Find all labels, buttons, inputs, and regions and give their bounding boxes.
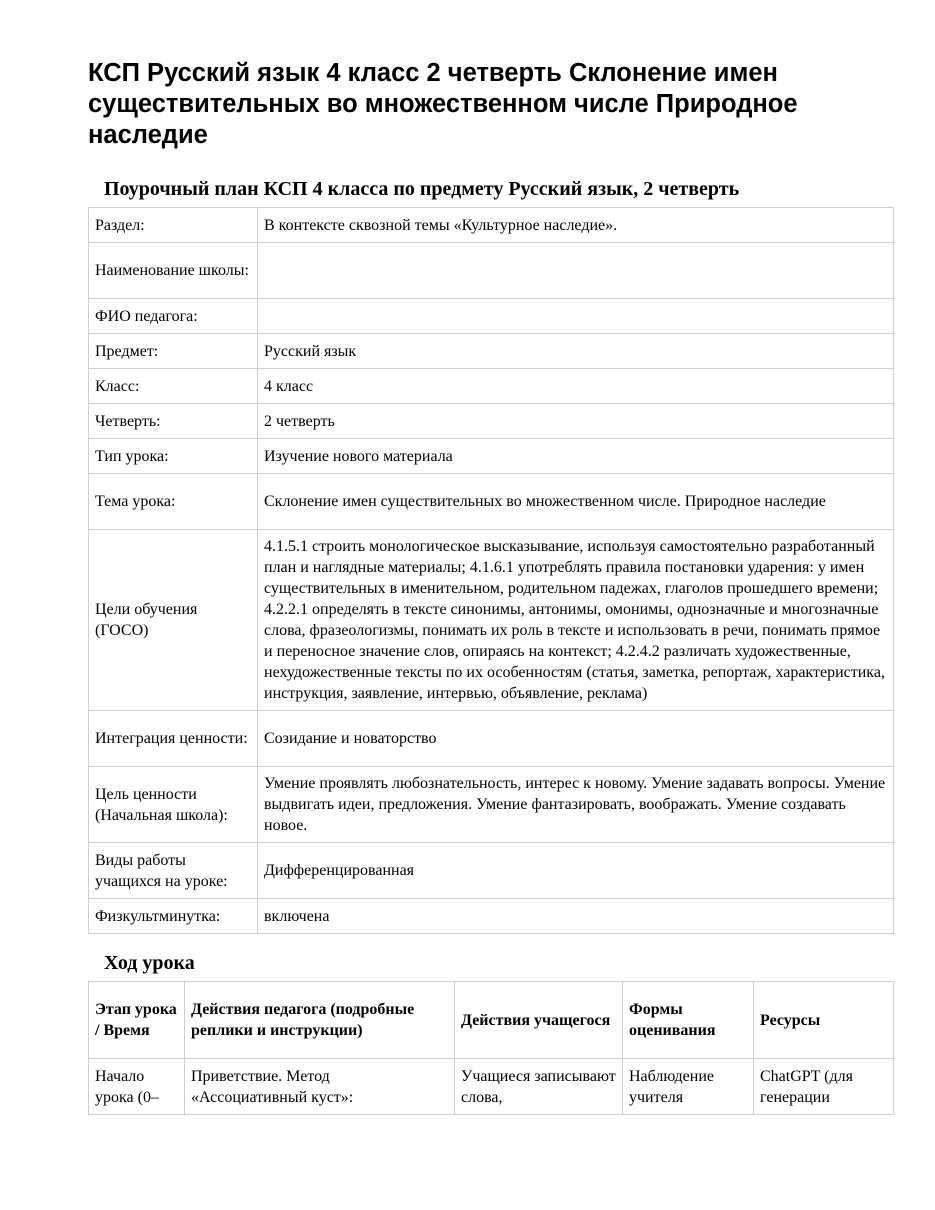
table-row: [89, 208, 894, 243]
info-value: включена: [258, 899, 894, 934]
info-label: Тип урока:: [89, 439, 258, 474]
student-actions-cell: Учащиеся записывают слова,: [455, 1059, 623, 1115]
info-value: [258, 299, 894, 334]
info-value: В контексте сквозной темы «Культурное наследие».: [258, 208, 894, 243]
info-label: Интеграция ценности:: [89, 711, 258, 767]
teacher-actions-cell: Приветствие. Метод «Ассоциативный куст»:: [185, 1059, 455, 1115]
info-label: Виды работы учащихся на уроке:: [89, 843, 258, 899]
info-value: 4 класс: [258, 369, 894, 404]
info-value: Созидание и новаторство: [258, 711, 894, 767]
table-row: [89, 711, 894, 767]
info-value: Русский язык: [258, 334, 894, 369]
column-header-stage: Этап урока / Время: [89, 982, 185, 1059]
lesson-info-table: [88, 207, 894, 934]
info-value: 4.1.5.1 строить монологическое высказывание, используя самостоятельно разработанный план и наглядные материалы; 4.1.6.1 употреблять правила постановки ударения: у имен существительных в именительном, родительном падежах, глаголов прошедшего времени; 4.2.2.1 определять в тексте синонимы, антонимы, омонимы, однозначные и многозначные слова, фразеологизмы, понимать их роль в тексте и использовать в речи, понимать прямое и переносное значение слов, опираясь на контекст; 4.2.4.2 различать художественные, нехудожественные тексты по их особенностям (статья, заметка, репортаж, характеристика, инструкция, заявление, интервью, объявление, реклама): [258, 530, 894, 711]
plan-heading: Поурочный план КСП 4 класса по предмету Русский язык, 2 четверть: [104, 178, 740, 200]
table-row: [89, 843, 894, 899]
info-label: Тема урока:: [89, 474, 258, 530]
table-row: [89, 299, 894, 334]
info-label: Четверть:: [89, 404, 258, 439]
info-value: Умение проявлять любознательность, интерес к новому. Умение задавать вопросы. Умение выдвигать идеи, предложения. Умение фантазировать, воображать. Умение создавать новое.: [258, 767, 894, 843]
table-row: [89, 243, 894, 299]
resources-cell: ChatGPT (для генерации: [754, 1059, 894, 1115]
table-row: [89, 530, 894, 711]
info-value: Дифференцированная: [258, 843, 894, 899]
info-label: ФИО педагога:: [89, 299, 258, 334]
lesson-flow-table: [88, 981, 894, 1115]
stage-cell: Начало урока (0–: [89, 1059, 185, 1115]
info-value: Склонение имен существительных во множественном числе. Природное наследие: [258, 474, 894, 530]
table-row: [89, 767, 894, 843]
info-label: Раздел:: [89, 208, 258, 243]
lesson-heading: Ход урока: [104, 952, 195, 974]
table-row: [89, 404, 894, 439]
table-row: [89, 369, 894, 404]
table-row: [89, 474, 894, 530]
info-value: [258, 243, 894, 299]
info-value: 2 четверть: [258, 404, 894, 439]
column-header-assessment: Формы оценивания: [623, 982, 754, 1059]
table-row: [89, 1059, 894, 1115]
column-header-teacher-actions: Действия педагога (подробные реплики и инструкции): [185, 982, 455, 1059]
table-header-row: [89, 982, 894, 1059]
info-label: Наименование школы:: [89, 243, 258, 299]
info-label: Предмет:: [89, 334, 258, 369]
document-title: КСП Русский язык 4 класс 2 четверть Склонение имен существительных во множественном числе Природное наследие: [88, 59, 798, 149]
info-value: Изучение нового материала: [258, 439, 894, 474]
info-label: Физкультминутка:: [89, 899, 258, 934]
table-row: [89, 334, 894, 369]
column-header-student-actions: Действия учащегося: [455, 982, 623, 1059]
info-label: Цели обучения (ГОСО): [89, 530, 258, 711]
info-label: Класс:: [89, 369, 258, 404]
document-page: [88, 58, 893, 1115]
assessment-cell: Наблюдение учителя: [623, 1059, 754, 1115]
column-header-resources: Ресурсы: [754, 982, 894, 1059]
table-row: [89, 439, 894, 474]
info-label: Цель ценности (Начальная школа):: [89, 767, 258, 843]
table-row: [89, 899, 894, 934]
